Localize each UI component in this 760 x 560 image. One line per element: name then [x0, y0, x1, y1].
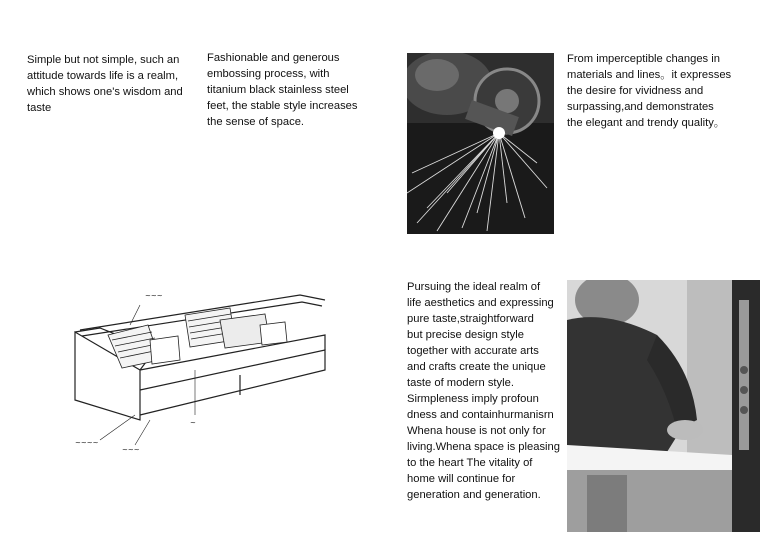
sofa-sketch — [60, 280, 340, 460]
aesthetics-paragraph: Pursuing the ideal realm of life aesthetics and expressing pure taste,straightforward but precise design style together with accurate arts and crafts create the unique taste of modern style. Sirmpleness imply profoun dness and containhurmanisrn Whena house is not only for living.Whena space is pleasing to the heart The vitality of home will continue for generation and generation. — [407, 281, 560, 501]
grinder-sparks-photo — [407, 53, 554, 234]
craftsman-workshop-photo — [567, 280, 760, 532]
intro-paragraph: Simple but not simple, such an attitude towards life is a realm, which shows one's wisdom and taste — [27, 54, 183, 114]
svg-text:~~~: ~~~ — [122, 446, 140, 454]
materials-paragraph: From imperceptible changes in materials and lines。it expresses the desire for vividness and surpassing,and demonstrates the elegant and trendy quality。 — [567, 53, 732, 129]
svg-text:~: ~ — [190, 419, 196, 427]
svg-text:~~~~: ~~~~ — [75, 439, 99, 447]
svg-text:~~~: ~~~ — [145, 292, 163, 300]
embossing-paragraph: Fashionable and generous embossing process, with titanium black stainless steel feet, the stable style increases the sense of space. — [207, 52, 358, 128]
